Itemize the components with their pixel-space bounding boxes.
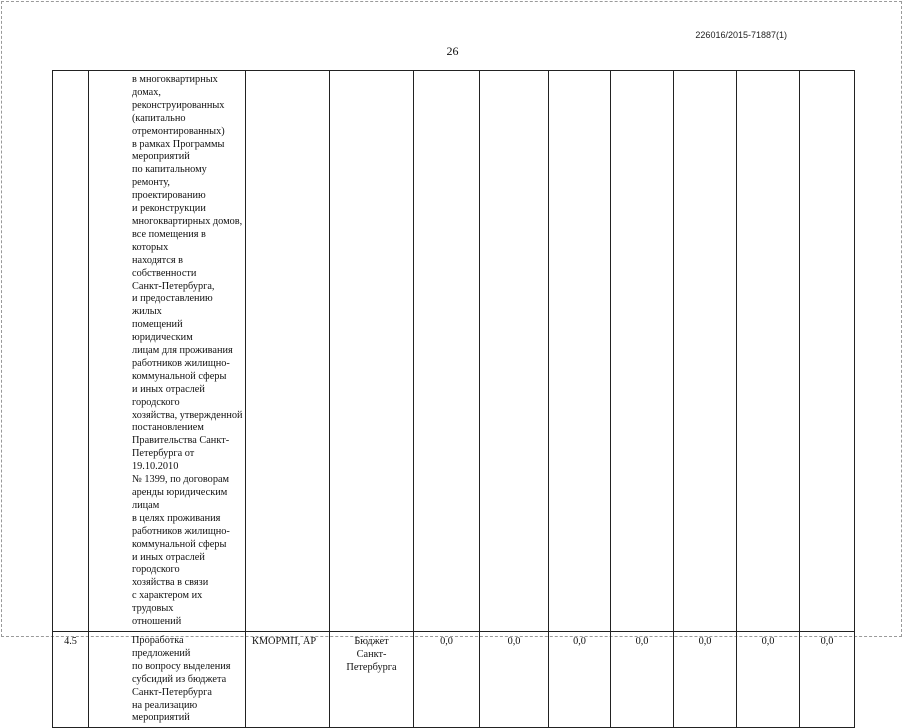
value-cell [480,71,549,632]
row-description: Проработка предложений по вопросу выделения субсидий из бюджета Санкт-Петербурга на реализацию мероприятий [89,631,246,727]
table-row [53,71,855,632]
value-cell: 0,0 [480,631,549,727]
value-cell: 0,0 [800,631,855,727]
value-cell: 0,0 [674,631,737,727]
table-row [53,631,855,727]
program-table [52,70,855,728]
page-number: 26 [446,44,459,58]
value-cell [549,71,611,632]
row-funding-source: Бюджет Санкт- Петербурга [330,631,414,727]
row-number [53,71,89,632]
row-executor [246,71,330,632]
value-cell [414,71,480,632]
value-cell [674,71,737,632]
value-cell [800,71,855,632]
row-funding-source [330,71,414,632]
value-cell [737,71,800,632]
value-cell [611,71,674,632]
value-cell: 0,0 [611,631,674,727]
row-number: 4.5 [53,631,89,727]
row-executor: КМОРМП, АР [246,631,330,727]
value-cell: 0,0 [414,631,480,727]
document-id: 226016/2015-71887(1) [695,30,787,40]
value-cell: 0,0 [549,631,611,727]
value-cell: 0,0 [737,631,800,727]
row-description: в многоквартирных домах, реконструированных (капитально отремонтированных) в рамках Программы мероприятий по капитальному ремонту, проектированию и реконструкции многоквартирных домов, все помещения в которых находятся в собственности Санкт-Петербурга, и предоставлению жилых помещений юридическим лицам для проживания работников жилищно- коммунальной сферы и иных отраслей городского хозяйства, утвержденной постановлением Правительства Санкт- Петербурга от 19.10.2010 № 1399, по договорам аренды юридическим лицам в целях проживания работников жилищно- коммунальной сферы и иных отраслей городского хозяйства в связи с характером их трудовых отношений [89,71,246,632]
